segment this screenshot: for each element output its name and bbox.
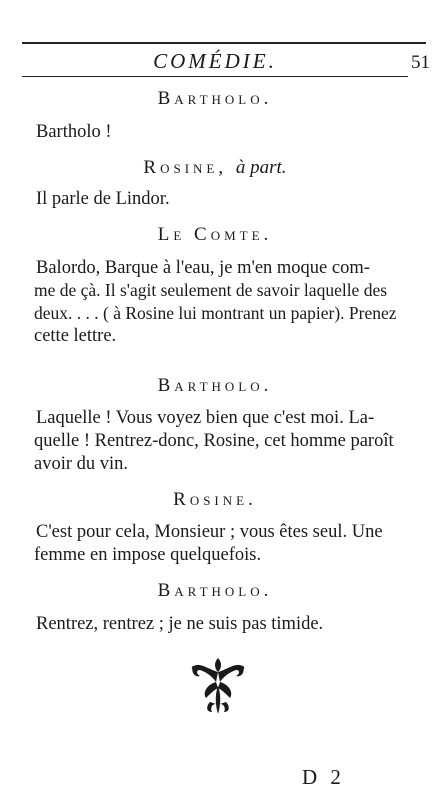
dialogue-line: quelle ! Rentrez-donc, Rosine, cet homme paroît bbox=[34, 431, 394, 451]
speaker-label: Rosine, bbox=[143, 157, 228, 178]
dialogue-line: Laquelle ! Vous voyez bien que c'est moi. La- bbox=[36, 408, 375, 428]
dialogue-line: femme en impose quelquefois. bbox=[34, 545, 262, 565]
page-number: 51 bbox=[411, 52, 430, 73]
speaker-name: Le Comte. bbox=[157, 224, 273, 245]
dialogue-line: Bartholo ! bbox=[36, 122, 112, 142]
dialogue-line: Balordo, Barque à l'eau, je m'en moque com- bbox=[36, 258, 370, 278]
speaker-name: Rosine. bbox=[173, 489, 257, 510]
fleuron-ornament-icon bbox=[188, 652, 248, 718]
speaker-name: Bartholo. bbox=[157, 580, 273, 601]
dialogue-line: me de çà. Il s'agit seulement de savoir laquelle des bbox=[34, 280, 388, 300]
top-rule bbox=[22, 42, 426, 44]
running-head: COMÉDIE. bbox=[153, 49, 277, 73]
header-rule bbox=[22, 76, 408, 77]
dialogue-line: deux. . . . ( à Rosine lui montrant un papier). Prenez bbox=[34, 303, 397, 323]
speaker-name bbox=[22, 157, 408, 179]
printer-signature: D 2 bbox=[302, 765, 345, 789]
dialogue-line: avoir du vin. bbox=[34, 454, 129, 474]
dialogue-line: Il parle de Lindor. bbox=[36, 189, 170, 209]
speaker-name: Bartholo. bbox=[157, 375, 273, 396]
dialogue-line: C'est pour cela, Monsieur ; vous êtes seul. Une bbox=[36, 522, 383, 542]
dialogue-line: Rentrez, rentrez ; je ne suis pas timide. bbox=[36, 614, 324, 634]
speaker-name: Bartholo. bbox=[157, 88, 273, 109]
stage-direction: à part. bbox=[235, 157, 287, 178]
dialogue-line: cette lettre. bbox=[34, 326, 117, 346]
